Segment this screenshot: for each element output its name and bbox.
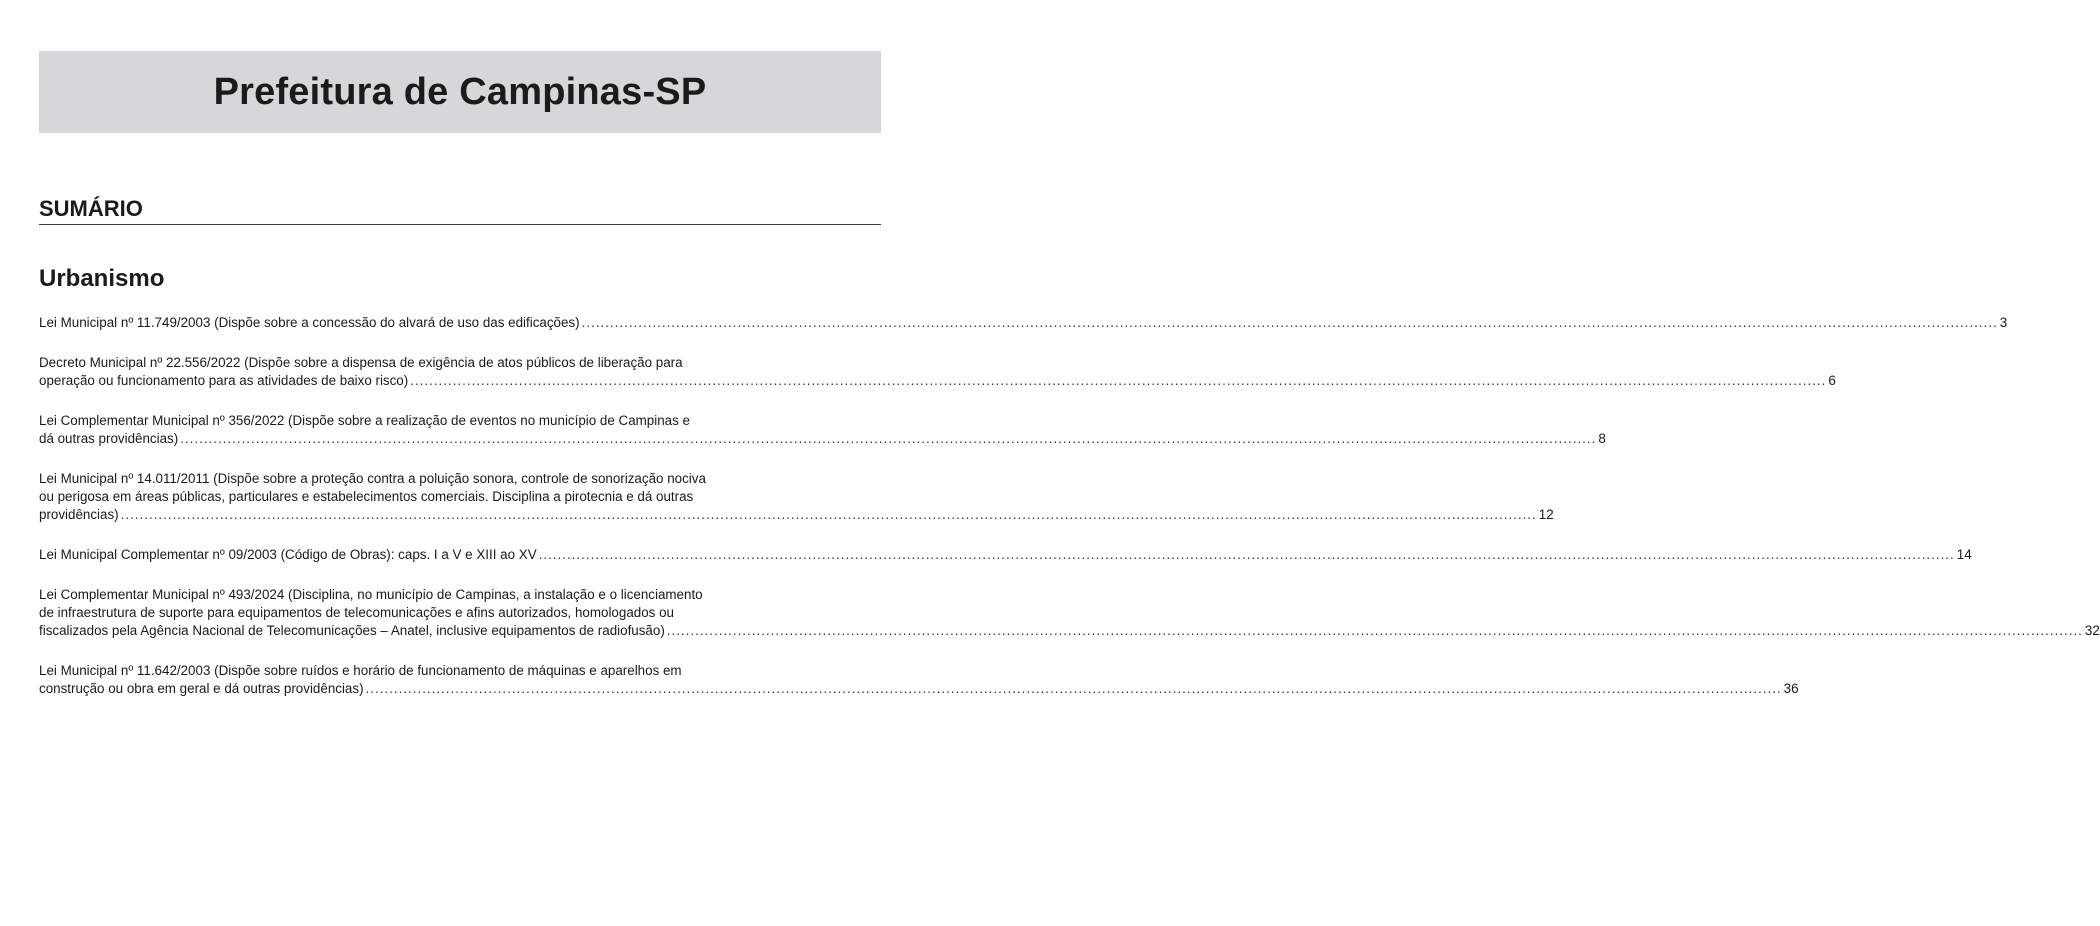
summary-heading: SUMÁRIO <box>39 196 881 225</box>
toc-entry-text: fiscalizados pela Agência Nacional de Telecomunicações – Anatel, inclusive equipamentos de radiofusão) <box>39 623 665 638</box>
table-of-contents <box>39 314 2100 698</box>
toc-entry-text: Decreto Municipal nº 22.556/2022 (Dispõe sobre a dispensa de exigência de atos públicos de liberação para <box>39 355 683 370</box>
toc-entry[interactable] <box>39 586 2100 640</box>
page-header-banner <box>39 51 881 133</box>
section-heading-urbanismo: Urbanismo <box>39 265 165 292</box>
toc-entry-text: operação ou funcionamento para as atividades de baixo risco) <box>39 373 409 388</box>
toc-entry-text: construção ou obra em geral e dá outras providências) <box>39 681 364 696</box>
toc-entry[interactable] <box>39 314 2008 332</box>
dot-leader: ............................................................................................................................................................................................................................................................................................................ <box>538 547 1955 562</box>
toc-entry[interactable] <box>39 662 1799 698</box>
toc-entry[interactable] <box>39 470 1554 524</box>
toc-page-number: 6 <box>1828 373 1836 388</box>
toc-entry-text: Lei Municipal nº 14.011/2011 (Dispõe sobre a proteção contra a poluição sonora, controle de sonorização nociva <box>39 471 706 486</box>
toc-entry-text: Lei Municipal nº 11.642/2003 (Dispõe sobre ruídos e horário de funcionamento de máquinas e aparelhos em <box>39 663 682 678</box>
toc-page-number: 8 <box>1598 431 1606 446</box>
toc-entry-text: Lei Complementar Municipal nº 356/2022 (Dispõe sobre a realização de eventos no município de Campinas e <box>39 413 690 428</box>
dot-leader: ............................................................................................................................................................................................................................................................................................................ <box>365 681 1782 696</box>
toc-page-number: 3 <box>1999 315 2008 330</box>
dot-leader: ............................................................................................................................................................................................................................................................................................................ <box>410 373 1827 388</box>
toc-page-number: 32 <box>2084 623 2100 638</box>
toc-page-number: 14 <box>1956 547 1972 562</box>
toc-entry-text: ou perigosa em áreas públicas, particulares e estabelecimentos comerciais. Disciplina a pirotecnia e dá outras <box>39 489 694 504</box>
toc-entry[interactable] <box>39 354 1836 390</box>
toc-page-number: 12 <box>1538 507 1554 522</box>
toc-page-number: 36 <box>1783 681 1799 696</box>
toc-entry-text: Lei Complementar Municipal nº 493/2024 (Disciplina, no município de Campinas, a instalação e o licenciamento <box>39 587 703 602</box>
toc-entry[interactable] <box>39 412 1606 448</box>
dot-leader: ............................................................................................................................................................................................................................................................................................................ <box>581 315 1998 330</box>
toc-entry[interactable] <box>39 546 1972 564</box>
toc-entry-text: de infraestrutura de suporte para equipamentos de telecomunicações e afins autorizados, homologados ou <box>39 605 674 620</box>
toc-entry-text: providências) <box>39 507 119 522</box>
page-title: Prefeitura de Campinas-SP <box>213 70 707 113</box>
toc-entry-text: Lei Municipal nº 11.749/2003 (Dispõe sobre a concessão do alvará de uso das edificações) <box>39 315 580 330</box>
dot-leader: ............................................................................................................................................................................................................................................................................................................ <box>666 623 2083 638</box>
toc-entry-text: Lei Municipal Complementar nº 09/2003 (Código de Obras): caps. I a V e XIII ao XV <box>39 547 537 562</box>
dot-leader: ............................................................................................................................................................................................................................................................................................................ <box>120 507 1537 522</box>
toc-entry-text: dá outras providências) <box>39 431 179 446</box>
dot-leader: ............................................................................................................................................................................................................................................................................................................ <box>180 431 1597 446</box>
